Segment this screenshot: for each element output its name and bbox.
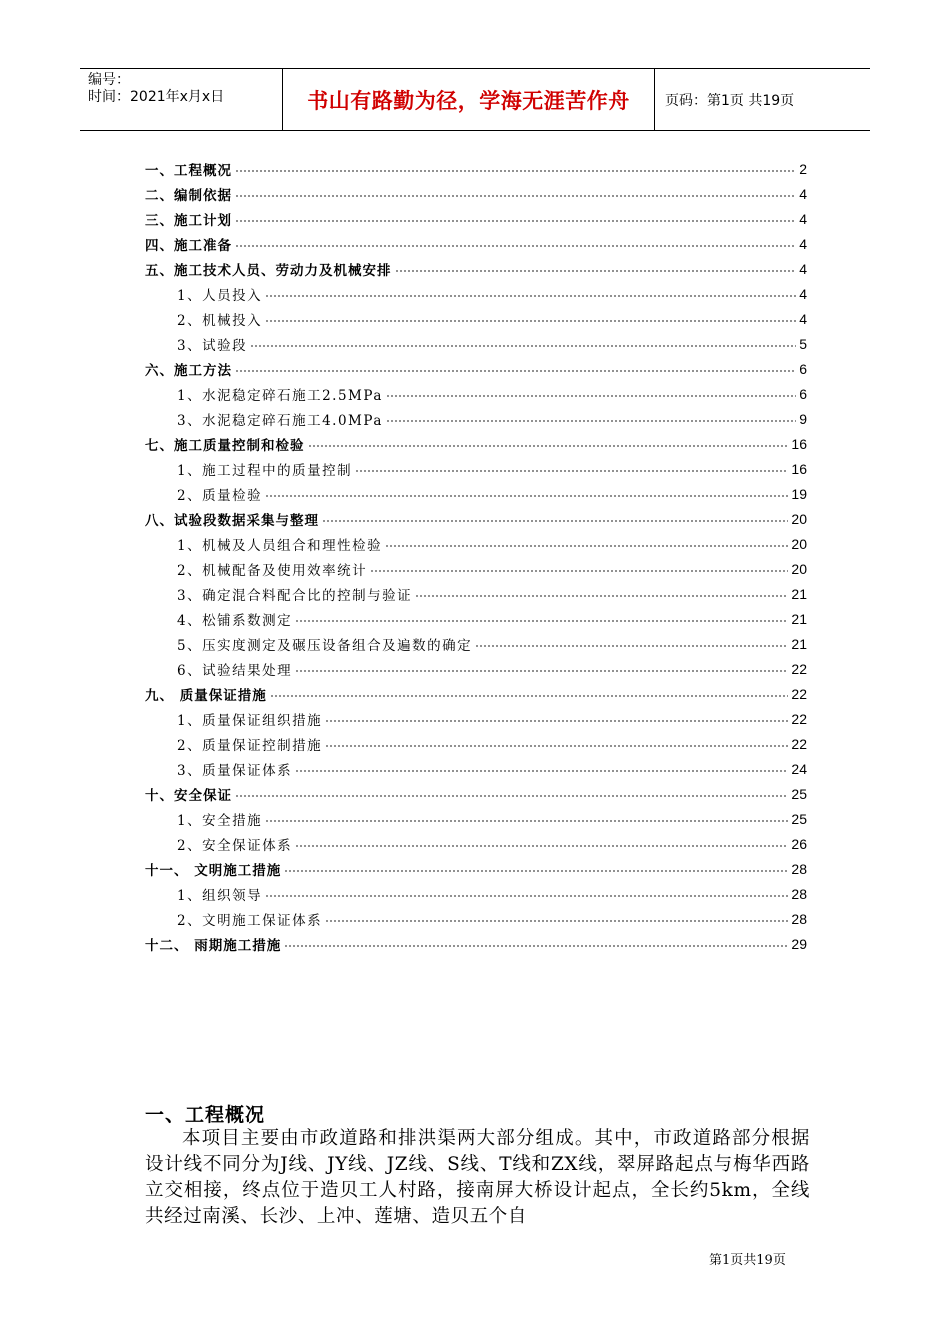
toc-dot-leader [235,789,788,798]
toc-dot-leader [235,239,796,248]
toc-entry[interactable] [145,456,807,481]
toc-entry-title: 1、机械及人员组合和理性检验 [177,537,383,554]
toc-entry-page: 6 [799,385,807,402]
toc-dot-leader [265,289,796,298]
toc-entry-title: 2、安全保证体系 [177,837,293,854]
toc-entry-title: 1、安全措施 [177,812,263,829]
toc-dot-leader [295,664,788,673]
toc-entry-title: 十二、 雨期施工措施 [145,937,282,954]
header-number-label: 编号： [88,72,130,88]
toc-entry[interactable] [145,781,807,806]
toc-entry-page: 4 [799,310,807,327]
toc-entry-page: 24 [791,760,807,777]
toc-entry-title: 3、水泥稳定碎石施工4.0MPa [177,412,383,429]
toc-dot-leader [385,539,788,548]
header-page-label: 页码：第1页 共19页 [665,92,795,109]
toc-entry[interactable] [145,531,807,556]
toc-entry-page: 22 [791,685,807,702]
toc-entry-page: 2 [799,160,807,177]
toc-entry-title: 八、试验段数据采集与整理 [145,512,319,529]
toc-entry-page: 4 [799,210,807,227]
toc-entry-title: 3、试验段 [177,337,248,354]
toc-entry-title: 十一、 文明施工措施 [145,862,282,879]
toc-entry-page: 25 [791,810,807,827]
toc-dot-leader [270,689,789,698]
toc-entry-page: 21 [791,585,807,602]
toc-entry[interactable] [145,656,807,681]
toc-entry-title: 1、人员投入 [177,287,263,304]
toc-dot-leader [284,864,788,873]
toc-dot-leader [386,389,796,398]
toc-dot-leader [370,564,788,573]
toc-entry[interactable] [145,281,807,306]
toc-dot-leader [235,214,796,223]
toc-entry-page: 22 [791,660,807,677]
toc-entry[interactable] [145,906,807,931]
toc-entry-page: 4 [799,260,807,277]
toc-entry[interactable] [145,431,807,456]
toc-entry-title: 2、机械投入 [177,312,263,329]
toc-entry[interactable] [145,306,807,331]
toc-entry-title: 一、工程概况 [145,162,232,179]
toc-entry[interactable] [145,606,807,631]
toc-entry-title: 2、质量保证控制措施 [177,737,323,754]
toc-dot-leader [265,489,788,498]
toc-entry-title: 2、文明施工保证体系 [177,912,323,929]
toc-entry-title: 六、施工方法 [145,362,232,379]
toc-dot-leader [325,914,788,923]
toc-entry-title: 1、水泥稳定碎石施工2.5MPa [177,387,383,404]
header-motto: 书山有路勤为径，学海无涯苦作舟 [282,69,655,130]
toc-entry[interactable] [145,181,807,206]
toc-entry[interactable] [145,831,807,856]
toc-entry[interactable] [145,206,807,231]
toc-entry-title: 1、质量保证组织措施 [177,712,323,729]
toc-dot-leader [325,714,788,723]
toc-dot-leader [235,164,796,173]
toc-entry-page: 28 [791,910,807,927]
toc-entry-title: 2、质量检验 [177,487,263,504]
toc-entry-title: 5、压实度测定及碾压设备组合及遍数的确定 [177,637,473,654]
toc-entry[interactable] [145,881,807,906]
toc-entry-page: 20 [791,560,807,577]
toc-entry-page: 20 [791,510,807,527]
toc-dot-leader [415,589,788,598]
toc-entry[interactable] [145,681,807,706]
toc-dot-leader [325,739,788,748]
toc-entry-page: 28 [791,885,807,902]
section-heading: 一、工程概况 [145,1104,266,1126]
toc-dot-leader [265,314,796,323]
toc-dot-leader [355,464,788,473]
toc-entry[interactable] [145,706,807,731]
toc-entry-title: 1、施工过程中的质量控制 [177,462,353,479]
toc-dot-leader [308,439,789,448]
section-paragraph: 本项目主要由市政道路和排洪渠两大部分组成。其中，市政道路部分根据设计线不同分为J线、JY线、JZ线、S线、T线和ZX线，翠屏路起点与梅华西路立交相接，终点位于造贝工人村路，接南屏大桥设计起点，全长约5km，全线共经过南溪、长沙、上冲、莲塘、造贝五个自 [145,1128,810,1227]
page-header [80,68,870,131]
toc-entry-title: 七、施工质量控制和检验 [145,437,305,454]
toc-entry[interactable] [145,806,807,831]
toc-entry[interactable] [145,156,807,181]
toc-entry-title: 2、机械配备及使用效率统计 [177,562,368,579]
toc-entry[interactable] [145,631,807,656]
toc-entry-page: 28 [791,860,807,877]
toc-entry[interactable] [145,731,807,756]
toc-entry[interactable] [145,381,807,406]
toc-entry-title: 三、施工计划 [145,212,232,229]
toc-dot-leader [295,614,788,623]
toc-entry-page: 25 [791,785,807,802]
toc-entry-title: 4、松铺系数测定 [177,612,293,629]
toc-entry-title: 二、编制依据 [145,187,232,204]
toc-entry[interactable] [145,756,807,781]
toc-dot-leader [295,764,788,773]
toc-entry-page: 22 [791,735,807,752]
toc-dot-leader [265,889,788,898]
toc-entry-page: 4 [799,235,807,252]
table-of-contents [145,156,807,956]
toc-entry-page: 4 [799,185,807,202]
toc-entry[interactable] [145,581,807,606]
toc-dot-leader [235,189,796,198]
toc-entry-title: 五、施工技术人员、劳动力及机械安排 [145,262,392,279]
toc-dot-leader [250,339,796,348]
toc-entry-page: 21 [791,610,807,627]
toc-dot-leader [395,264,797,273]
toc-entry-page: 6 [799,360,807,377]
toc-dot-leader [265,814,788,823]
toc-entry-page: 29 [791,935,807,952]
page-footer: 第1页共19页 [709,1253,786,1268]
toc-dot-leader [284,939,788,948]
toc-entry-page: 21 [791,635,807,652]
toc-entry-title: 3、质量保证体系 [177,762,293,779]
toc-dot-leader [295,839,788,848]
toc-entry-title: 四、施工准备 [145,237,232,254]
toc-dot-leader [322,514,788,523]
toc-entry[interactable] [145,931,807,956]
header-date-label: 时间：2021年x月x日 [88,89,225,105]
toc-entry-title: 6、试验结果处理 [177,662,293,679]
header-meta [80,69,282,130]
toc-entry[interactable] [145,356,807,381]
toc-entry-title: 九、 质量保证措施 [145,687,267,704]
toc-entry-page: 9 [799,410,807,427]
toc-entry[interactable] [145,331,807,356]
toc-entry[interactable] [145,256,807,281]
toc-entry-title: 1、组织领导 [177,887,263,904]
toc-entry-page: 22 [791,710,807,727]
toc-entry-page: 4 [799,285,807,302]
toc-entry-title: 十、安全保证 [145,787,232,804]
toc-entry[interactable] [145,856,807,881]
toc-entry-page: 19 [791,485,807,502]
toc-entry[interactable] [145,556,807,581]
toc-entry-page: 16 [791,435,807,452]
toc-entry[interactable] [145,506,807,531]
toc-entry-page: 26 [791,835,807,852]
toc-entry[interactable] [145,231,807,256]
toc-entry-page: 16 [791,460,807,477]
toc-dot-leader [475,639,788,648]
toc-entry[interactable] [145,481,807,506]
toc-entry-title: 3、确定混合料配合比的控制与验证 [177,587,413,604]
toc-dot-leader [386,414,796,423]
toc-entry-page: 5 [799,335,807,352]
toc-dot-leader [235,364,796,373]
toc-entry[interactable] [145,406,807,431]
toc-entry-page: 20 [791,535,807,552]
